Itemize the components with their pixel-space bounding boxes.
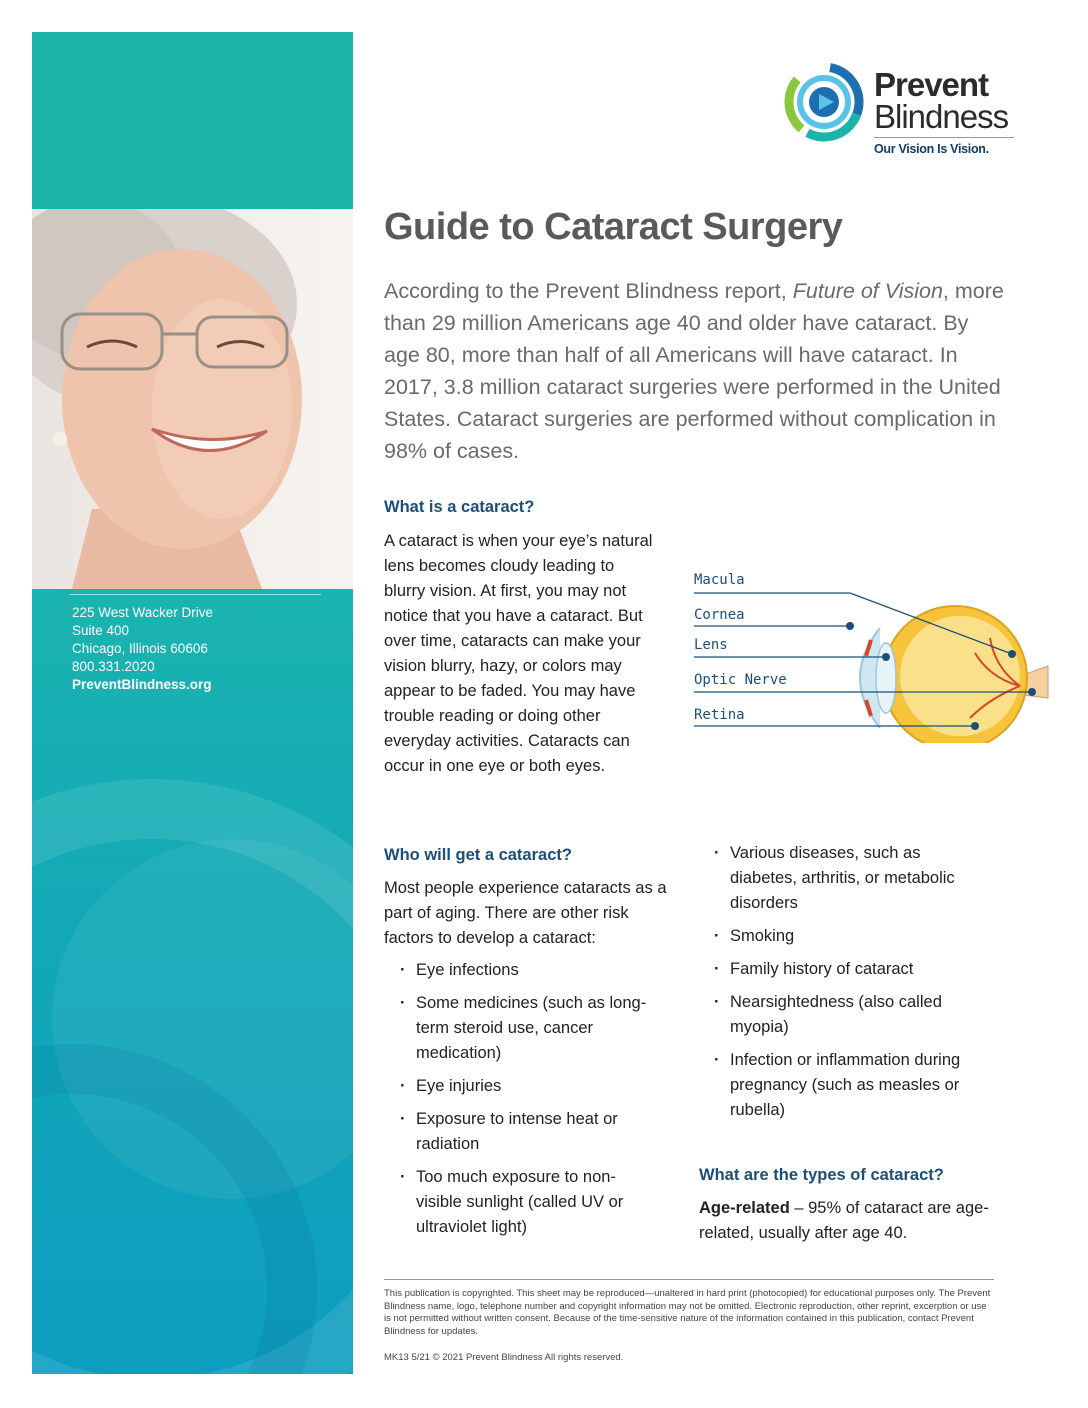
page-title: Guide to Cataract Surgery	[384, 206, 843, 248]
footer-divider	[384, 1279, 994, 1280]
phone-number: 800.331.2020	[72, 659, 155, 674]
what-is-text: A cataract is when your eye’s natural lens becomes cloudy leading to blurry vision. At first, you may not notice that you have a cataract. But over time, cataracts can make your vision blurry, hazy, or colors may appear to be faded. You may have trouble reading or doing other everyday activities. Cataracts can occur in one eye or both eyes.	[384, 532, 653, 775]
label-macula: Macula	[694, 572, 745, 588]
swirl-decoration	[32, 589, 353, 1374]
address-divider	[69, 594, 321, 595]
logo-mark-icon	[784, 62, 864, 142]
intro-paragraph	[384, 275, 1004, 467]
logo-wordmark-line1: Prevent	[874, 66, 989, 103]
list-item: · Too much exposure to non-visible sunlight (called UV or ultraviolet light)	[400, 1165, 650, 1240]
who-heading: Who will get a cataract?	[384, 846, 572, 864]
list-item: · Eye injuries	[400, 1074, 650, 1099]
address-street: 225 West Wacker Drive	[72, 605, 214, 620]
intro-text-end: , more than 29 million Americans age 40 and older have cataract. By age 80, more than half of all Americans will have cataract. In 2017, 3.8 million cataract surgeries were performed in the United States. Cataract surgeries are performed without complication in 98% of cases.	[384, 279, 1004, 463]
report-title: Future of Vision	[792, 279, 943, 303]
types-text	[699, 1196, 989, 1246]
who-text: Most people experience cataracts as a part of aging. There are other risk factors to develop a cataract:	[384, 879, 667, 947]
copyright-notice: This publication is copyrighted. This sheet may be reproduced—unaltered in hard print (photocopied) for educational purposes only. The Prevent Blindness name, logo, telephone number and copyright information may not be omitted. Electronic reproduction, other reprint, excerption or use is not permitted without written consent. Because of the time-sensitive nature of the information contained in this publication, contact Prevent Blindness for updates.	[384, 1288, 991, 1337]
logo-divider	[874, 137, 1014, 138]
sidebar-blue-band	[32, 589, 353, 1374]
list-item: · Family history of cataract	[714, 957, 964, 982]
risk-factors-list-left	[400, 958, 650, 1248]
list-item: · Exposure to intense heat or radiation	[400, 1107, 650, 1157]
prevent-blindness-logo	[784, 62, 1024, 158]
label-optic-nerve: Optic Nerve	[694, 672, 787, 688]
list-item: · Various diseases, such as diabetes, arthritis, or metabolic disorders	[714, 841, 964, 916]
label-retina: Retina	[694, 707, 745, 723]
portrait-photo	[32, 209, 353, 589]
list-item: · Some medicines (such as long-term steroid use, cancer medication)	[400, 991, 650, 1066]
intro-text-start: According to the Prevent Blindness report,	[384, 279, 793, 303]
list-item: · Eye infections	[400, 958, 650, 983]
website-link[interactable]: PreventBlindness.org	[72, 677, 212, 692]
logo-wordmark-line2: Blindness	[874, 98, 1009, 135]
sidebar	[32, 32, 353, 1374]
what-is-heading: What is a cataract?	[384, 498, 535, 516]
risk-factors-list-right	[714, 841, 964, 1131]
list-item: · Nearsightedness (also called myopia)	[714, 990, 964, 1040]
age-related-desc: – 95% of cataract are age-related, usually after age 40.	[699, 1199, 989, 1242]
address-city: Chicago, Illinois 60606	[72, 641, 208, 656]
address-block	[72, 604, 213, 694]
copyright-line: MK13 5/21 © 2021 Prevent Blindness All rights reserved.	[384, 1352, 624, 1363]
list-item: · Smoking	[714, 924, 964, 949]
eye-anatomy-diagram	[690, 568, 1050, 743]
portrait-illustration	[32, 209, 353, 589]
list-item: · Infection or inflammation during pregnancy (such as measles or rubella)	[714, 1048, 964, 1123]
label-cornea: Cornea	[694, 607, 745, 623]
age-related-term: Age-related	[699, 1199, 790, 1217]
types-heading: What are the types of cataract?	[699, 1166, 944, 1184]
logo-tagline: Our Vision Is Vision.	[874, 142, 989, 156]
label-lens: Lens	[694, 637, 728, 653]
sidebar-teal-band	[32, 32, 353, 209]
address-suite: Suite 400	[72, 623, 130, 638]
